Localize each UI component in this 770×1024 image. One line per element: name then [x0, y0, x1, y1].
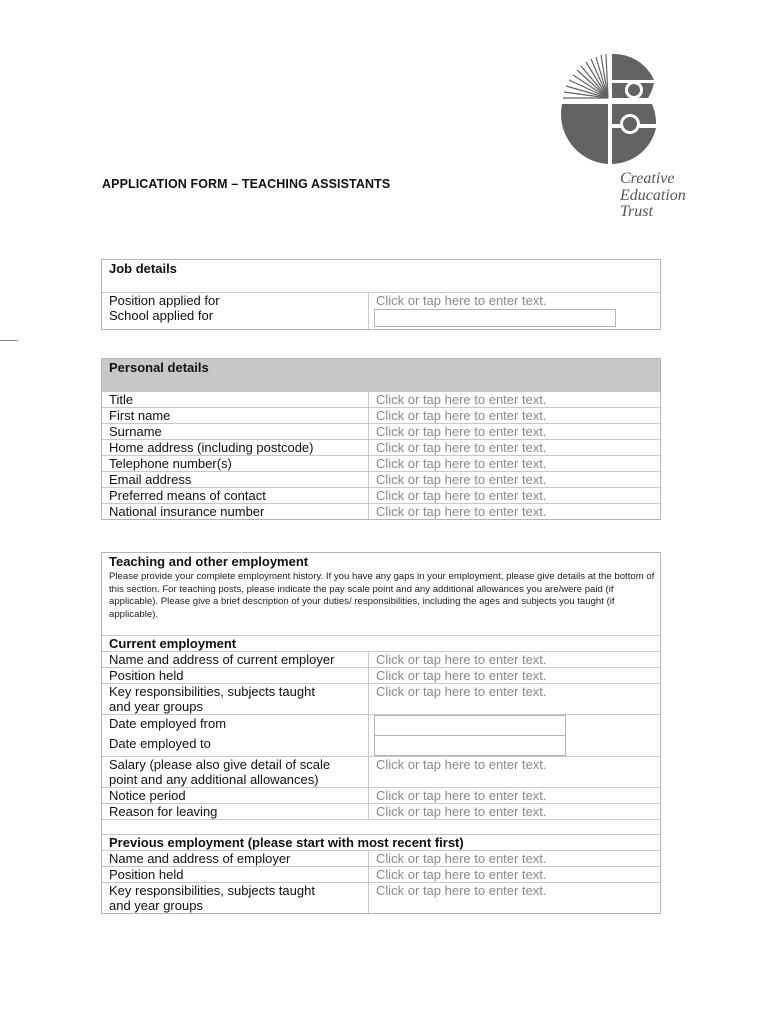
- employment-spacer-row: [102, 819, 660, 834]
- school-applied-dropdown[interactable]: [374, 309, 616, 327]
- contact-means-input[interactable]: Click or tap here to enter text.: [368, 488, 547, 503]
- employment-heading: Teaching and other employment: [109, 554, 309, 569]
- previous-employer-label: Name and address of employer: [109, 851, 291, 866]
- position-applied-row: [102, 292, 660, 308]
- title-label: Title: [109, 392, 134, 407]
- salary-label-2: point and any additional allowances): [109, 772, 319, 787]
- reason-leaving-label: Reason for leaving: [109, 804, 218, 819]
- personal-row-home-address: [102, 439, 660, 455]
- previous-employment-heading: Previous employment (please start with most recent first): [109, 835, 464, 850]
- home-address-input[interactable]: Click or tap here to enter text.: [368, 440, 547, 455]
- current-employer-label: Name and address of current employer: [109, 652, 335, 667]
- logo-line-1: Creative: [620, 170, 675, 187]
- ni-number-input[interactable]: Click or tap here to enter text.: [368, 504, 547, 519]
- telephone-label: Telephone number(s): [109, 456, 232, 471]
- personal-details-heading: Personal details: [109, 360, 209, 375]
- previous-employer-row: [102, 850, 660, 866]
- surname-label: Surname: [109, 424, 162, 439]
- notice-period-row: [102, 787, 660, 803]
- personal-row-contact-means: [102, 487, 660, 503]
- employment-instructions: Please provide your complete employment history. If you have any gaps in your employment, please give details at the bottom of this section. For teaching posts, please indicate the pay scale point and any additional allowances you are/were paid (if applicable). Please give a brief description of your duties/ responsibilities, including the ages and subjects you taught (if applicable).: [109, 571, 655, 620]
- previous-position-input[interactable]: Click or tap here to enter text.: [368, 867, 547, 882]
- previous-employment-header: [102, 834, 660, 850]
- contact-means-label: Preferred means of contact: [109, 488, 266, 503]
- personal-row-surname: [102, 423, 660, 439]
- margin-marker: [0, 340, 18, 341]
- previous-responsibilities-label-1: Key responsibilities, subjects taught: [109, 883, 315, 898]
- employment-header: [102, 553, 660, 635]
- salary-row: [102, 756, 660, 787]
- personal-details-header: [102, 359, 660, 391]
- date-to-row: [102, 735, 660, 756]
- employment-section: [101, 552, 661, 914]
- reason-leaving-row: [102, 803, 660, 819]
- first-name-input[interactable]: Click or tap here to enter text.: [368, 408, 547, 423]
- current-position-row: [102, 667, 660, 683]
- date-from-row: [102, 714, 660, 735]
- previous-responsibilities-label-2: and year groups: [109, 898, 203, 913]
- personal-details-section: [101, 358, 661, 520]
- current-employer-input[interactable]: Click or tap here to enter text.: [368, 652, 547, 667]
- ni-number-label: National insurance number: [109, 504, 265, 519]
- job-details-section: [101, 259, 661, 330]
- logo-emblem-icon: [558, 50, 660, 168]
- home-address-label: Home address (including postcode): [109, 440, 314, 455]
- current-responsibilities-input[interactable]: Click or tap here to enter text.: [368, 684, 547, 714]
- school-applied-row: [102, 308, 660, 329]
- surname-input[interactable]: Click or tap here to enter text.: [368, 424, 547, 439]
- notice-period-input[interactable]: Click or tap here to enter text.: [368, 788, 547, 803]
- current-employment-header: [102, 635, 660, 651]
- current-position-input[interactable]: Click or tap here to enter text.: [368, 668, 547, 683]
- logo-wordmark: [620, 171, 686, 221]
- date-to-picker[interactable]: [374, 735, 566, 756]
- current-employment-heading: Current employment: [109, 636, 237, 651]
- current-responsibilities-label-2: and year groups: [109, 699, 203, 714]
- personal-row-first-name: [102, 407, 660, 423]
- email-label: Email address: [109, 472, 192, 487]
- date-to-label: Date employed to: [109, 736, 211, 751]
- logo-line-2: Education: [620, 186, 686, 204]
- reason-leaving-input[interactable]: Click or tap here to enter text.: [368, 804, 547, 819]
- personal-row-telephone: [102, 455, 660, 471]
- telephone-input[interactable]: Click or tap here to enter text.: [368, 456, 547, 471]
- first-name-label: First name: [109, 408, 171, 423]
- date-from-picker[interactable]: [374, 715, 566, 736]
- title-input[interactable]: Click or tap here to enter text.: [368, 392, 547, 407]
- date-from-label: Date employed from: [109, 716, 227, 731]
- personal-row-title: [102, 391, 660, 407]
- personal-row-ni-number: [102, 503, 660, 519]
- position-applied-label: Position applied for: [109, 293, 220, 308]
- previous-employer-input[interactable]: Click or tap here to enter text.: [368, 851, 547, 866]
- notice-period-label: Notice period: [109, 788, 186, 803]
- current-employer-row: [102, 651, 660, 667]
- salary-input[interactable]: Click or tap here to enter text.: [368, 757, 547, 787]
- job-details-heading: Job details: [109, 261, 177, 276]
- current-position-label: Position held: [109, 668, 184, 683]
- salary-label-1: Salary (please also give detail of scale: [109, 757, 331, 772]
- school-applied-label: School applied for: [109, 308, 214, 323]
- position-applied-input[interactable]: Click or tap here to enter text.: [368, 293, 547, 308]
- previous-position-label: Position held: [109, 867, 184, 882]
- creative-education-trust-logo: [556, 50, 706, 225]
- current-responsibilities-label-1: Key responsibilities, subjects taught: [109, 684, 315, 699]
- job-details-header: [102, 260, 660, 292]
- previous-position-row: [102, 866, 660, 882]
- document-title: APPLICATION FORM – TEACHING ASSISTANTS: [102, 177, 391, 191]
- current-responsibilities-row: [102, 683, 660, 714]
- personal-row-email: [102, 471, 660, 487]
- email-input[interactable]: Click or tap here to enter text.: [368, 472, 547, 487]
- logo-line-3: Trust: [620, 203, 653, 220]
- previous-responsibilities-input[interactable]: Click or tap here to enter text.: [368, 883, 547, 913]
- previous-responsibilities-row: [102, 882, 660, 913]
